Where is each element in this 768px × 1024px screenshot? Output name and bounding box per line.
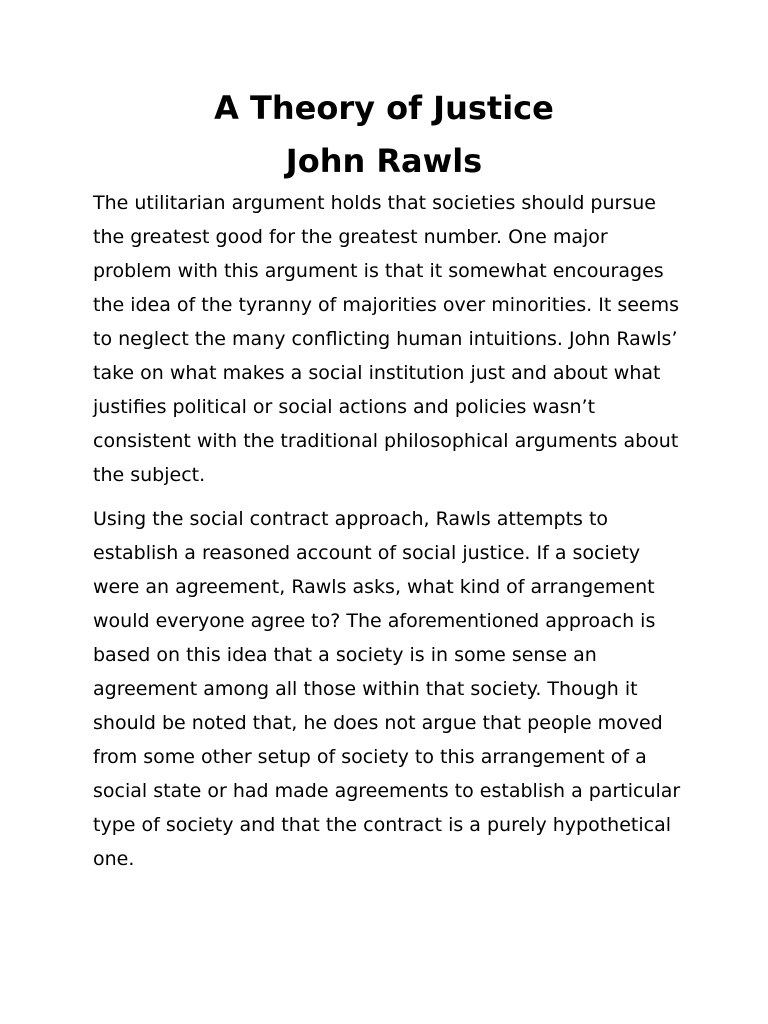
paragraph-1: The utilitarian argument holds that societies should pursue the greatest good for the greatest number. One major problem with this argument is that it somewhat encourages the idea of the tyranny of majorities over minorities. It seems to neglect the many conflicting human intuitions. John Rawls’ take on what makes a social institution just and about what justifies political or social actions and policies wasn’t consistent with the traditional philosophical arguments about the subject.	[93, 192, 680, 486]
document-title: A Theory of Justice	[214, 89, 554, 127]
document-body	[93, 186, 683, 886]
paragraph-2: Using the social contract approach, Rawls attempts to establish a reasoned account of social justice. If a society were an agreement, Rawls asks, what kind of arrangement would everyone agree to? The aforementioned approach is based on this idea that a society is in some sense an agreement among all those within that society. Though it should be noted that, he does not argue that people moved from some other setup of society to this arrangement of a social state or had made agreements to establish a particular type of society and that the contract is a purely hypothetical one.	[93, 508, 681, 870]
document-author: John Rawls	[285, 142, 483, 180]
